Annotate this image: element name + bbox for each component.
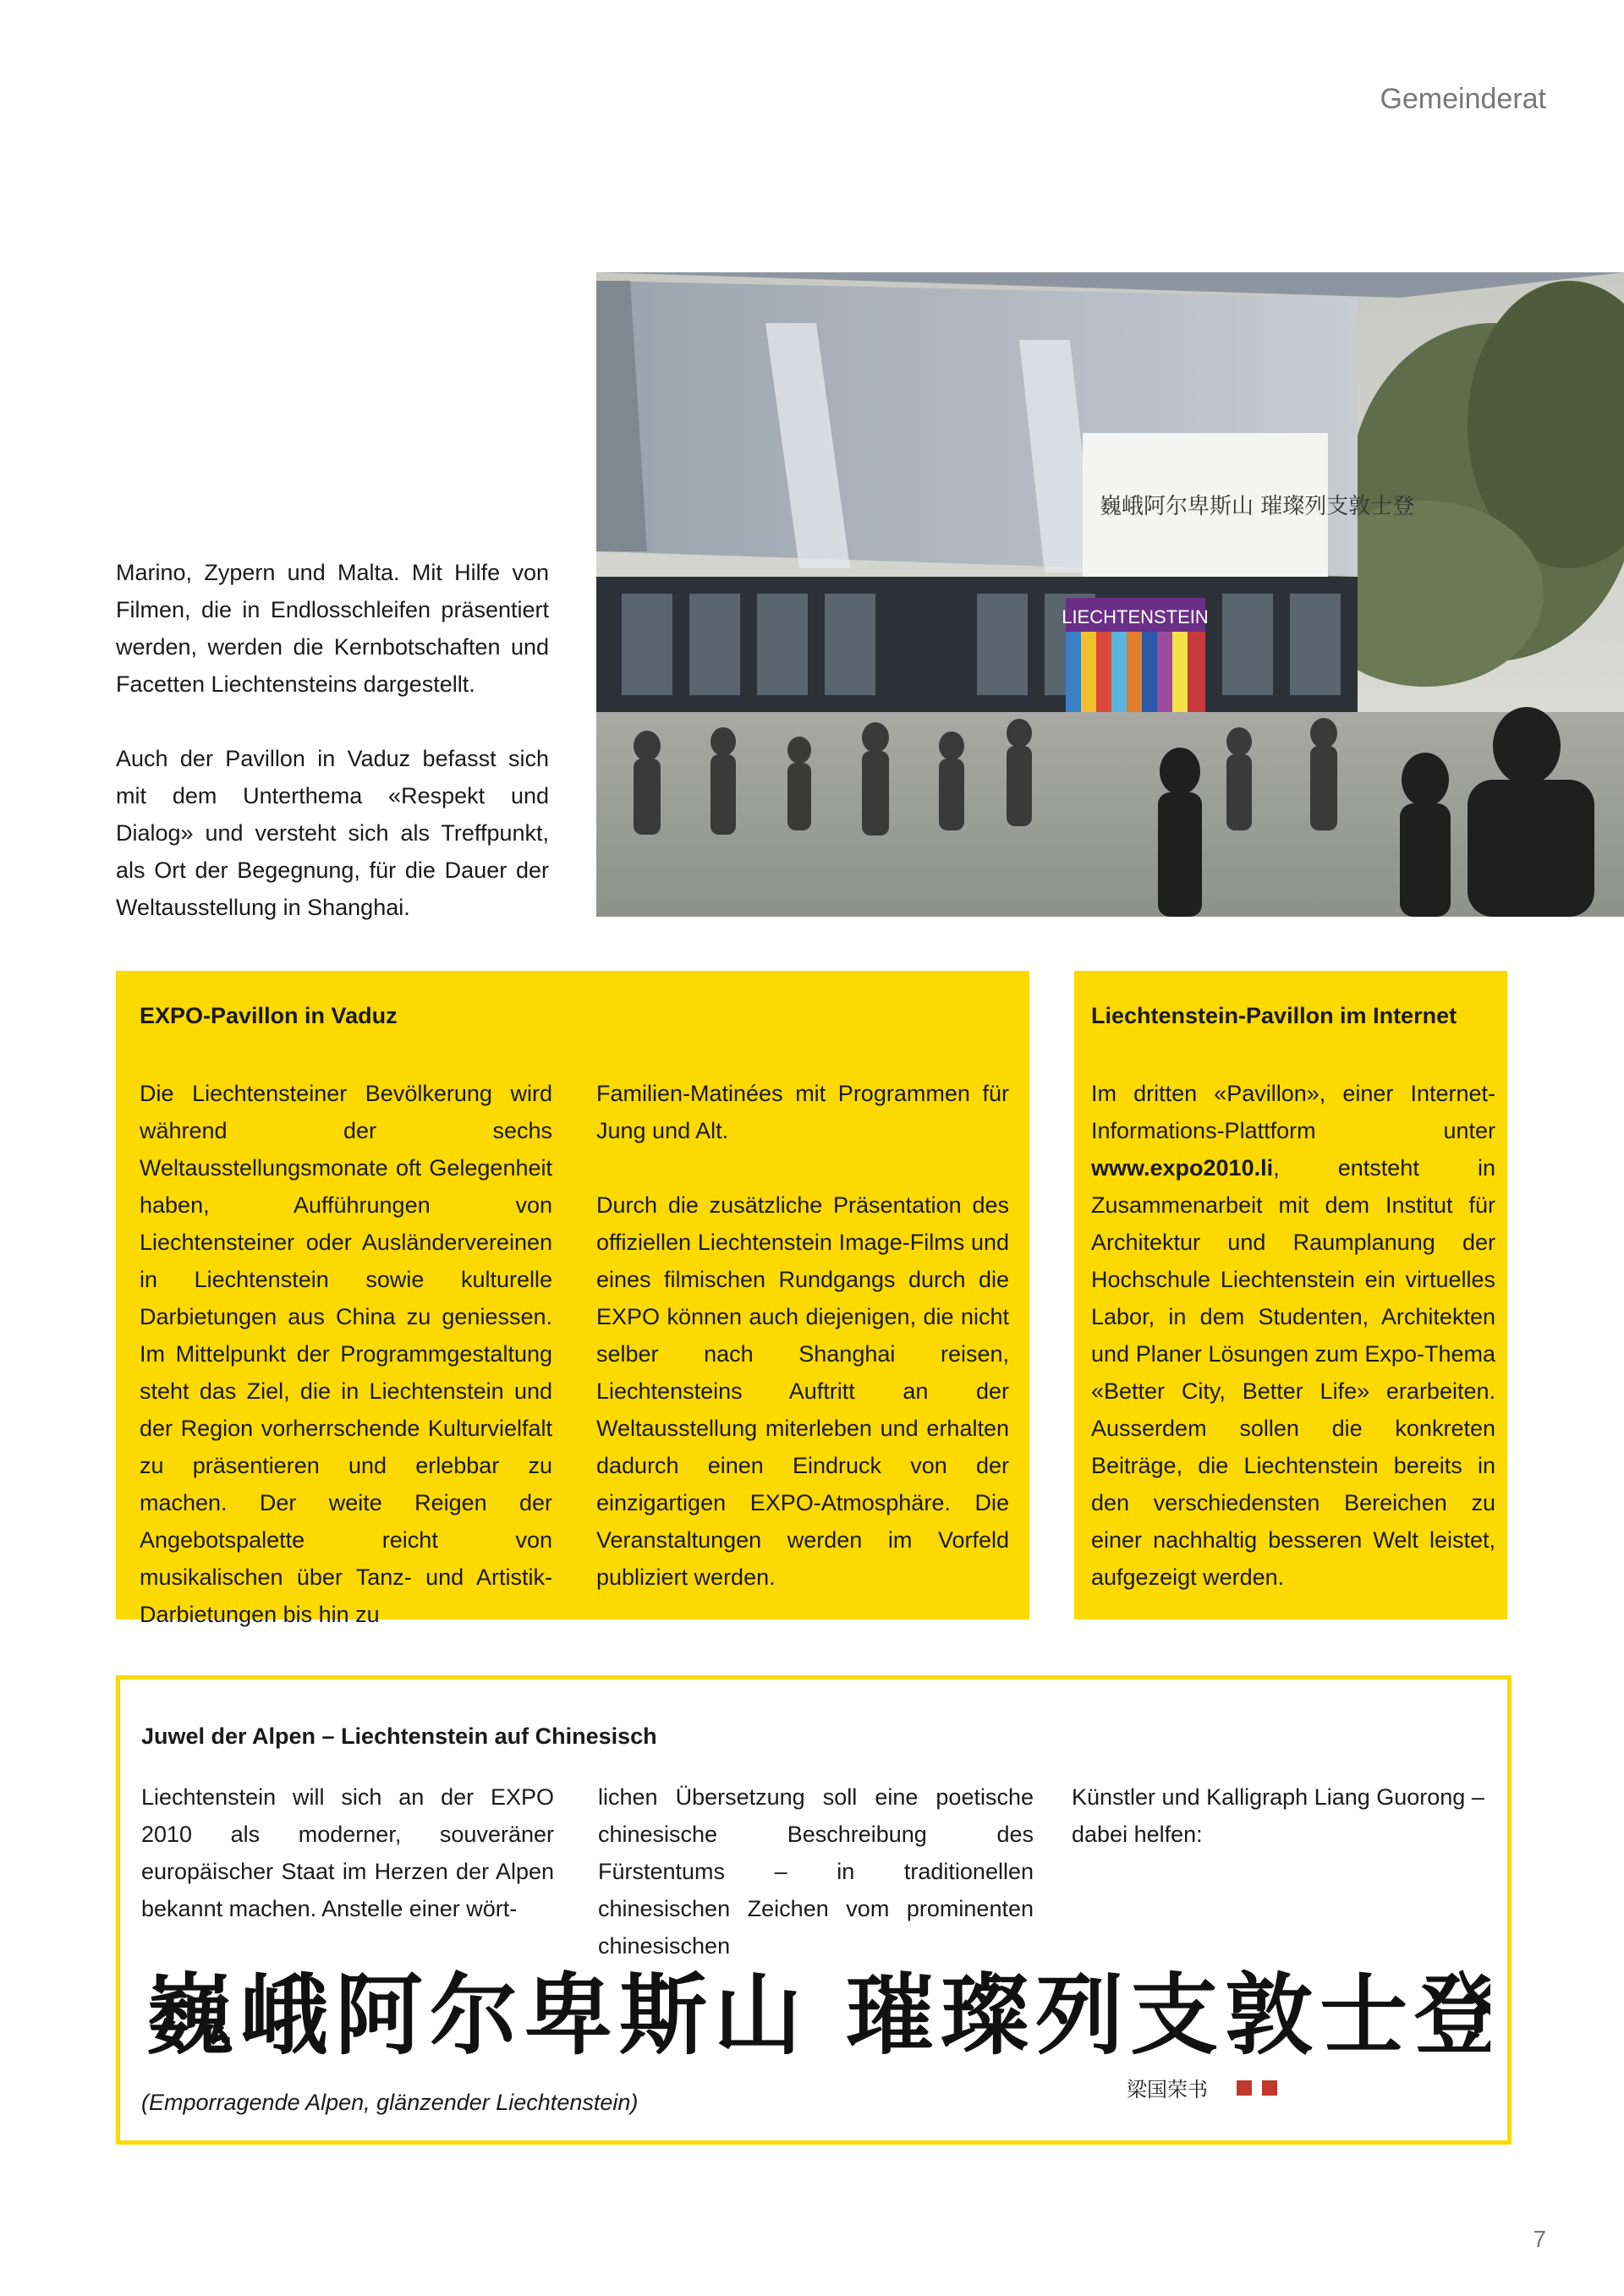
juwel-col-2: [598, 1778, 1034, 1964]
section-label: Gemeinderat: [1380, 83, 1546, 115]
calligraphy-text: 巍峨阿尔卑斯山 璀璨列支敦士登: [145, 1963, 1490, 2067]
vaduz-col-1: [140, 1075, 552, 1633]
calligraphy-caption: (Emporragende Alpen, glänzender Liechtenstein): [141, 2090, 639, 2115]
vaduz-col-2: [596, 1075, 1009, 1596]
calligraphy-artwork: [137, 1940, 1490, 2109]
intro-paragraph: Auch der Pavillon in Vaduz befasst sich mit dem Unterthema «Respekt und Dialog» und versteht sich als Treffpunkt, als Ort der Begegnung, für die Dauer der Weltausstellung in Shanghai.: [116, 746, 549, 920]
vaduz-box-title: EXPO-Pavillon in Vaduz: [140, 1003, 398, 1028]
juwel-col-2-text: lichen Übersetzung soll eine poetische chinesische Beschreibung des Fürstentums – in traditionellen chinesischen Zeichen vom prominenten chinesischen: [598, 1784, 1034, 1959]
banner-text: LIECHTENSTEIN: [1062, 606, 1209, 627]
calligraphy-signature: 梁国荣书: [1127, 2078, 1208, 2101]
intro-paragraph: Marino, Zypern und Malta. Mit Hilfe von Filmen, die in Endlosschleifen präsentiert werden, werden die Kernbotschaften und Facetten Liechtensteins dargestellt.: [116, 560, 549, 697]
internet-text-after: , entsteht in Zusammenarbeit mit dem Institut für Architektur und Raumplanung der Hochschule Liechtenstein ein virtuelles Labor, in dem Studenten, Architekten und Planer Lösungen zum Expo-Thema «Better City, Better Life» erarbeiten. Ausserdem sollen die konkreten Beiträge, die Liechtenstein bereits in den verschiedensten Bereichen zu einer nachhaltig besseren Welt leistet, aufgezeigt werden.: [1091, 1155, 1495, 1590]
intro-text: [116, 554, 549, 926]
page-number: 7: [1533, 2226, 1546, 2252]
seal-stamp: [1237, 2080, 1252, 2096]
internet-box-text: [1091, 1075, 1495, 1596]
internet-pavillon-box: [1074, 971, 1507, 1619]
vaduz-col-1-text: Die Liechtensteiner Bevölkerung wird während der sechs Weltausstellungsmonate oft Gelegenheit haben, Aufführungen von Liechtensteiner oder Ausländervereinen in Liechtenstein sowie kulturelle Darbietungen aus China zu geniessen. Im Mittelpunkt der Programmgestaltung steht das Ziel, die in Liechtenstein und der Region vorherrschende Kulturvielfalt zu präsentieren und erlebbar zu machen. Der weite Reigen der Angebotspalette reicht von musikalischen über Tanz- und Artistik-Darbietungen bis hin zu: [140, 1081, 552, 1627]
seal-stamp: [1262, 2080, 1277, 2096]
pavilion-photo: [596, 272, 1624, 917]
vaduz-pavilion-box: [116, 971, 1029, 1627]
juwel-col-3: [1072, 1778, 1486, 1853]
facade-calligraphy: 巍峨阿尔卑斯山 璀璨列支敦士登: [1100, 494, 1415, 519]
juwel-col-1: [141, 1778, 554, 1927]
vaduz-col-2-text: Familien-Matinées mit Programmen für Jung und Alt.: [596, 1081, 1009, 1143]
internet-box-title: Liechtenstein-Pavillon im Internet: [1091, 1003, 1457, 1028]
internet-text-before: Im dritten «Pavillon», einer Internet-Informations-Plattform unter: [1091, 1081, 1495, 1143]
vaduz-col-2-text: Durch die zusätzliche Präsentation des offiziellen Liechtenstein Image-Films und eines filmischen Rundgangs durch die EXPO können auch diejenigen, die nicht selber nach Shanghai reisen, Liechtensteins Auftritt an der Weltausstellung miterleben und erhalten dadurch einen Eindruck von der einzigartigen EXPO-Atmosphäre. Die Veranstaltungen werden im Vorfeld publiziert werden.: [596, 1192, 1009, 1590]
juwel-col-1-text: Liechtenstein will sich an der EXPO 2010 als moderner, souveräner europäischer Staat im Herzen der Alpen bekannt machen. Anstelle einer wört-: [141, 1784, 554, 1921]
juwel-der-alpen-box: [116, 1675, 1512, 2145]
juwel-box-title: Juwel der Alpen – Liechtenstein auf Chinesisch: [141, 1723, 657, 1749]
expo-link[interactable]: www.expo2010.li: [1091, 1155, 1274, 1181]
juwel-col-3-text: Künstler und Kalligraph Liang Guorong – dabei helfen:: [1072, 1784, 1484, 1847]
